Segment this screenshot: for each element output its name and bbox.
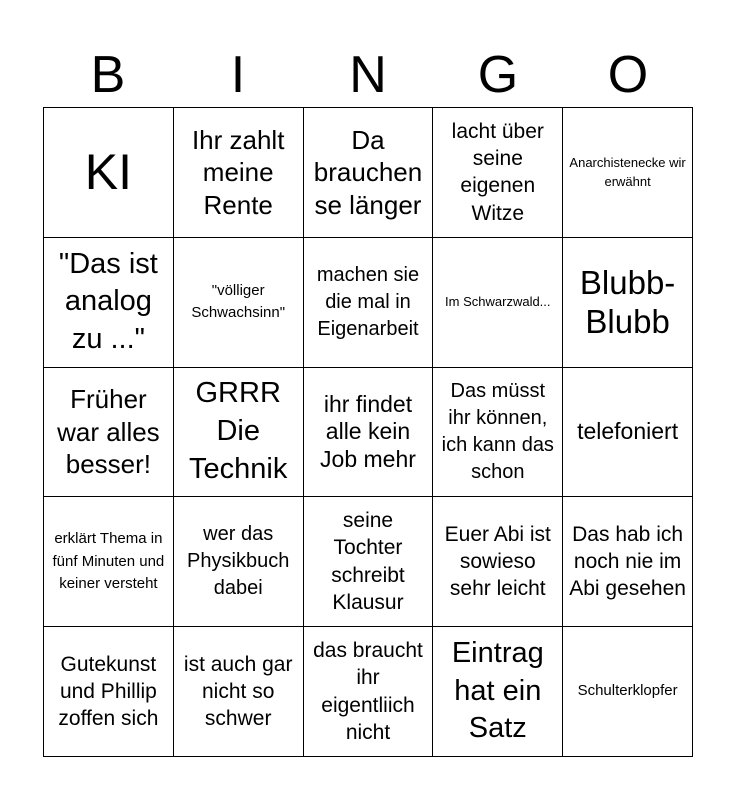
bingo-header: [43, 44, 693, 106]
header-letter-b: B: [90, 46, 126, 104]
bingo-cell[interactable]: GRRR Die Technik: [174, 368, 304, 498]
bingo-cell[interactable]: das braucht ihr eigentliich nicht: [304, 627, 434, 757]
bingo-cell[interactable]: wer das Physikbuch dabei: [174, 497, 304, 627]
header-letter-n: N: [349, 46, 387, 104]
bingo-cell[interactable]: lacht über seine eigenen Witze: [433, 108, 563, 238]
bingo-cell[interactable]: KI: [44, 108, 174, 238]
bingo-cell[interactable]: "Das ist analog zu ...": [44, 238, 174, 368]
bingo-cell[interactable]: ihr findet alle kein Job mehr: [304, 368, 434, 498]
bingo-cell[interactable]: erklärt Thema in fünf Minuten und keiner versteht: [44, 497, 174, 627]
bingo-cell[interactable]: Im Schwarzwald...: [433, 238, 563, 368]
bingo-cell[interactable]: machen sie die mal in Eigenarbeit: [304, 238, 434, 368]
bingo-cell[interactable]: "völliger Schwachsinn": [174, 238, 304, 368]
bingo-cell[interactable]: Gutekunst und Phillip zoffen sich: [44, 627, 174, 757]
header-letter-o: O: [607, 46, 649, 104]
bingo-cell[interactable]: ist auch gar nicht so schwer: [174, 627, 304, 757]
bingo-cell[interactable]: Euer Abi ist sowieso sehr leicht: [433, 497, 563, 627]
bingo-cell[interactable]: Da brauchen se länger: [304, 108, 434, 238]
bingo-grid: [43, 107, 693, 757]
bingo-cell[interactable]: telefoniert: [563, 368, 693, 498]
header-letter-i: I: [230, 46, 246, 104]
bingo-cell[interactable]: Früher war alles besser!: [44, 368, 174, 498]
bingo-cell[interactable]: Eintrag hat ein Satz: [433, 627, 563, 757]
bingo-cell[interactable]: Blubb-Blubb: [563, 238, 693, 368]
bingo-cell[interactable]: Das hab ich noch nie im Abi gesehen: [563, 497, 693, 627]
bingo-cell[interactable]: seine Tochter schreibt Klausur: [304, 497, 434, 627]
header-letter-g: G: [477, 46, 519, 104]
bingo-cell[interactable]: Anarchistenecke wir erwähnt: [563, 108, 693, 238]
bingo-cell[interactable]: Ihr zahlt meine Rente: [174, 108, 304, 238]
bingo-cell[interactable]: Schulterklopfer: [563, 627, 693, 757]
bingo-cell[interactable]: Das müsst ihr können, ich kann das schon: [433, 368, 563, 498]
